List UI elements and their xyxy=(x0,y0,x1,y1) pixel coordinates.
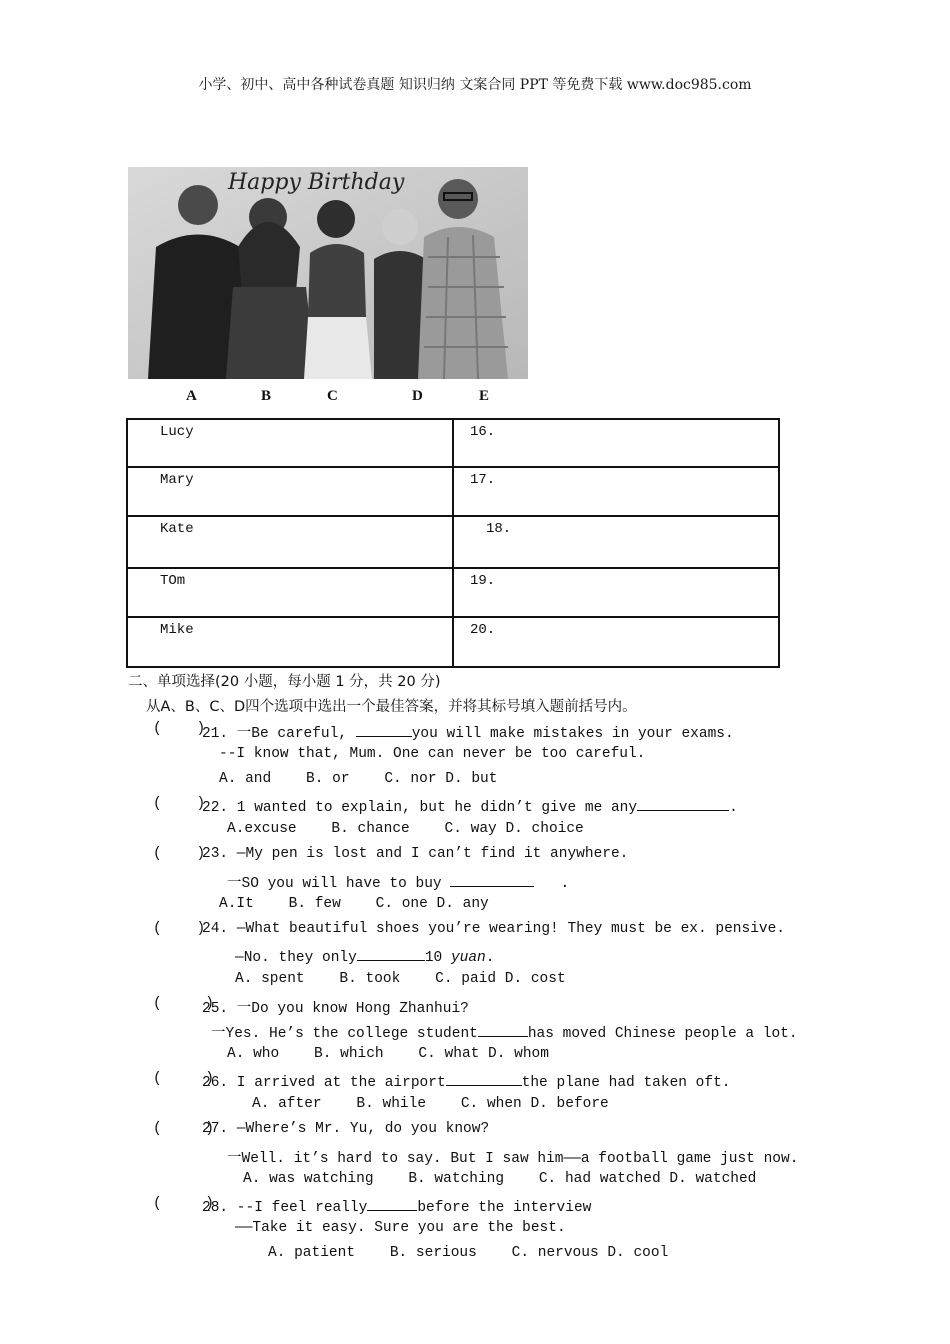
q24-blank xyxy=(357,946,425,961)
q25-blank xyxy=(478,1022,528,1037)
q23-line1: 23. —My pen is lost and I can’t find it anywhere. xyxy=(202,846,629,862)
table-cell-answer: 16. xyxy=(453,419,779,467)
answer-paren-25: ( ) xyxy=(153,996,214,1012)
answer-paren-23: ( ) xyxy=(153,846,206,862)
q21-text-b: you will make mistakes in your exams. xyxy=(411,726,734,742)
q22-blank xyxy=(637,796,729,811)
q24-line2 xyxy=(235,946,494,966)
q28-line2: ——Take it easy. Sure you are the best. xyxy=(235,1220,566,1236)
q26-text-a: 26. I arrived at the airport xyxy=(202,1075,446,1091)
table-cell-answer: 20. xyxy=(453,617,779,667)
q28-options: A. patient B. serious C. nervous D. cool xyxy=(268,1245,669,1261)
q23-text-b: . xyxy=(534,876,570,892)
answer-paren-27: ( ) xyxy=(153,1121,214,1137)
photo-letter-c: C xyxy=(327,388,338,404)
table-row xyxy=(127,617,779,667)
question-28 xyxy=(202,1196,591,1216)
q23-options: A.It B. few C. one D. any xyxy=(219,896,489,912)
q24-text-b: 10 xyxy=(424,950,451,966)
answer-paren-24: ( ) xyxy=(153,921,206,937)
table-cell-answer: 17. xyxy=(453,467,779,516)
answer-table xyxy=(126,418,780,668)
section-instruction: 从A、B、C、D四个选项中选出一个最佳答案，并将其标号填入题前括号内。 xyxy=(146,699,637,715)
q27-line2: 一Well. it’s hard to say. But I saw him——a football game just now. xyxy=(227,1151,799,1167)
q24-text-c: . xyxy=(485,950,495,966)
q26-text-b: the plane had taken oft. xyxy=(521,1075,731,1091)
photo-letter-b: B xyxy=(261,388,272,404)
question-26 xyxy=(202,1071,730,1091)
q26-blank xyxy=(446,1071,522,1086)
photo-caption: Happy Birthday xyxy=(228,170,405,195)
table-cell-name: TOm xyxy=(127,568,453,617)
photo-letter-a: A xyxy=(186,388,197,404)
photo-letter-e: E xyxy=(479,388,490,404)
table-cell-answer: 18. xyxy=(453,516,779,568)
q25-text-b: has moved Chinese people a lot. xyxy=(527,1026,798,1042)
table-row xyxy=(127,568,779,617)
q25-options: A. who B. which C. what D. whom xyxy=(227,1046,549,1062)
q21-options: A. and B. or C. nor D. but xyxy=(219,771,498,787)
q25-line2 xyxy=(211,1021,798,1042)
table-cell-answer: 19. xyxy=(453,568,779,617)
q21-text-a: 21. 一Be careful, xyxy=(202,726,356,742)
q24-yuan: yuan xyxy=(450,950,486,966)
q25-text-a: 一Yes. He’s the college student xyxy=(211,1026,478,1042)
q22-text-a: 22. 1 wanted to explain, but he didn’t give me any xyxy=(202,800,638,816)
section-title: 二、单项选择(20 小题，每小题 1 分，共 20 分) xyxy=(128,674,441,690)
q23-blank xyxy=(450,872,534,887)
q23-line2 xyxy=(227,871,569,892)
q21-blank xyxy=(356,722,412,737)
page-header: 小学、初中、高中各种试卷真题 知识归纳 文案合同 PPT 等免费下载 www.doc985.com xyxy=(198,77,752,93)
answer-paren-28: ( ) xyxy=(153,1196,214,1212)
q22-text-b: . xyxy=(729,800,738,816)
photo-letter-d: D xyxy=(412,388,423,404)
table-cell-name: Lucy xyxy=(127,419,453,467)
answer-paren-22: ( ) xyxy=(153,796,206,812)
q24-line1: 24. —What beautiful shoes you’re wearing! They must be ex. pensive. xyxy=(202,921,785,937)
birthday-photo xyxy=(128,167,528,379)
q27-line1: 27. —Where’s Mr. Yu, do you know? xyxy=(202,1121,490,1137)
q28-text-b: before the interview xyxy=(417,1200,592,1216)
question-22 xyxy=(202,796,738,816)
answer-paren-26: ( ) xyxy=(153,1071,214,1087)
table-row xyxy=(127,467,779,516)
table-row xyxy=(127,419,779,467)
q24-options: A. spent B. took C. paid D. cost xyxy=(235,971,566,987)
table-cell-name: Kate xyxy=(127,516,453,568)
table-cell-name: Mike xyxy=(127,617,453,667)
table-cell-name: Mary xyxy=(127,467,453,516)
q22-options: A.excuse B. chance C. way D. choice xyxy=(227,821,584,837)
q26-options: A. after B. while C. when D. before xyxy=(252,1096,609,1112)
q24-text-a: —No. they only xyxy=(235,950,357,966)
answer-paren-21: ( ) xyxy=(153,721,206,737)
table-row xyxy=(127,516,779,568)
q28-blank xyxy=(367,1196,417,1211)
q28-text-a: 28. --I feel really xyxy=(202,1200,368,1216)
q25-line1: 25. 一Do you know Hong Zhanhui? xyxy=(202,1001,469,1017)
q27-options: A. was watching B. watching C. had watched D. watched xyxy=(243,1171,757,1187)
question-21 xyxy=(202,721,734,742)
q23-text-a: 一SO you will have to buy xyxy=(227,876,451,892)
q21-line2: --I know that, Mum. One can never be too careful. xyxy=(219,746,646,762)
